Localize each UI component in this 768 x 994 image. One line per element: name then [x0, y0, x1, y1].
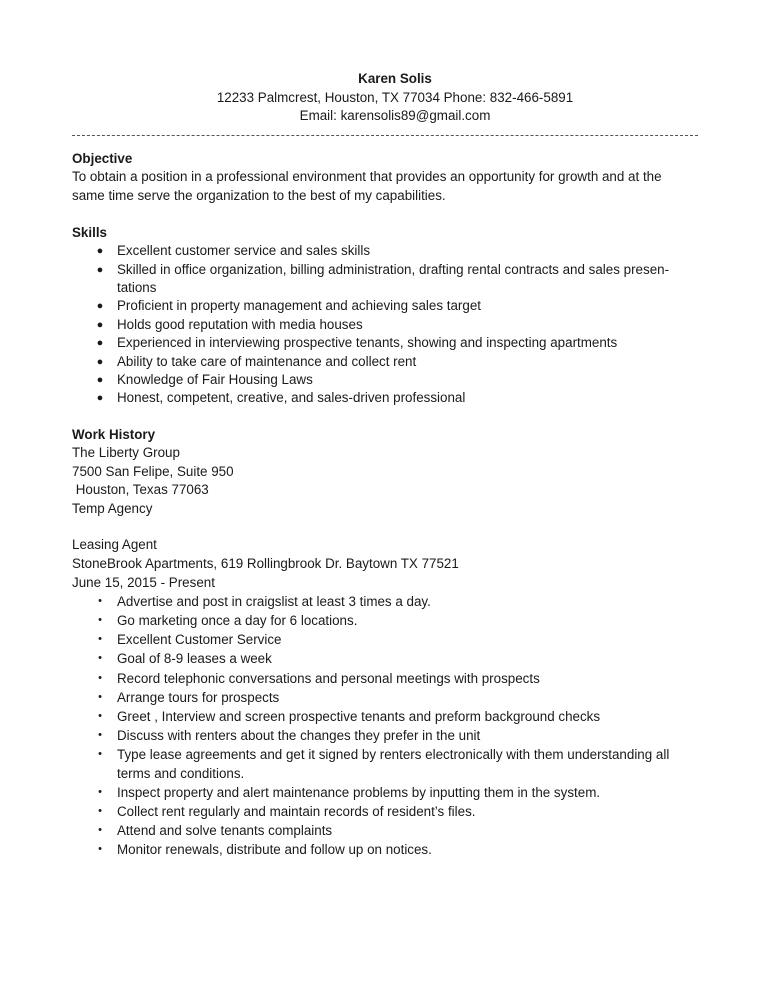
bullet-icon: ●	[96, 374, 104, 386]
bullet-icon: •	[98, 843, 102, 856]
duty-item	[72, 669, 698, 688]
bullet-icon: •	[98, 652, 102, 665]
bullet-icon: •	[98, 633, 102, 646]
objective-heading: Objective	[72, 150, 133, 166]
duty-item-text: Discuss with renters about the changes they prefer in the unit	[117, 727, 481, 743]
skills-list	[72, 242, 698, 408]
duty-item-text: Greet , Interview and screen prospective tenants and preform background checks	[117, 708, 601, 724]
duty-item	[72, 840, 698, 859]
duty-item	[72, 630, 698, 649]
duty-item-text: Type lease agreements and get it signed by renters electronically with them understanding all terms and conditions.	[117, 746, 670, 782]
skill-item-text: Experienced in interviewing prospective tenants, showing and inspecting apartments	[117, 335, 618, 351]
company-street: 7500 San Felipe, Suite 950	[72, 463, 234, 479]
bullet-icon: ●	[96, 355, 104, 368]
duty-item-text: Arrange tours for prospects	[117, 689, 280, 705]
duty-item	[72, 611, 698, 630]
duty-item	[72, 802, 698, 821]
objective-text: To obtain a position in a professional environment that provides an opportunity for growth and at the same time serve the organization to the best of my capabilities.	[72, 169, 662, 203]
company-city: Houston, Texas 77063	[72, 482, 209, 498]
duty-item-text: Excellent Customer Service	[117, 632, 282, 648]
bullet-icon: ●	[96, 300, 104, 313]
duty-item	[72, 649, 698, 668]
duty-item	[72, 726, 698, 745]
duty-item-text: Attend and solve tenants complaints	[117, 823, 333, 839]
skill-item-text: Ability to take care of maintenance and collect rent	[117, 353, 417, 369]
objective-section	[72, 150, 698, 206]
skills-section	[72, 224, 698, 408]
header-divider	[72, 135, 698, 136]
bullet-icon: •	[98, 805, 102, 818]
skill-item-text: Proficient in property management and achieving sales target	[117, 298, 481, 314]
bullet-icon: •	[98, 728, 102, 741]
bullet-icon: •	[98, 690, 102, 703]
bullet-icon: •	[98, 747, 102, 760]
skills-heading: Skills	[72, 224, 107, 240]
duty-item-text: Collect rent regularly and maintain records of resident’s files.	[117, 804, 476, 820]
skill-item-text: Knowledge of Fair Housing Laws	[117, 372, 313, 387]
address-phone-line: 12233 Palmcrest, Houston, TX 77034 Phone: 832-466-5891	[216, 89, 574, 105]
resume-page	[72, 70, 698, 860]
bullet-icon: •	[98, 786, 102, 799]
skill-item-text: Holds good reputation with media houses	[117, 316, 363, 332]
skill-item	[72, 389, 698, 407]
bullet-icon: ●	[96, 337, 104, 350]
job-title: Leasing Agent	[72, 537, 157, 553]
resume-header	[72, 70, 698, 126]
email-line: Email: karensolis89@gmail.com	[299, 108, 491, 124]
skill-item	[72, 316, 698, 334]
bullet-icon: •	[98, 595, 102, 608]
duty-item	[72, 592, 698, 611]
duties-list	[72, 592, 698, 859]
skill-item-text: Skilled in office organization, billing administration, drafting rental contracts and sales presen-tations	[117, 261, 670, 295]
bullet-icon: •	[98, 614, 102, 627]
job-section	[72, 536, 698, 859]
duty-item-text: Record telephonic conversations and personal meetings with prospects	[117, 670, 540, 686]
company-type: Temp Agency	[72, 500, 153, 516]
skill-item	[72, 353, 698, 371]
duty-item	[72, 783, 698, 802]
job-location: StoneBrook Apartments, 619 Rollingbrook Dr. Baytown TX 77521	[72, 556, 459, 571]
duty-item-text: Goal of 8-9 leases a week	[117, 651, 272, 667]
bullet-icon: •	[98, 671, 102, 684]
skill-item	[72, 242, 698, 260]
company-name: The Liberty Group	[72, 445, 180, 461]
bullet-icon: ●	[96, 392, 104, 405]
duty-item-text: Inspect property and alert maintenance problems by inputting them in the system.	[117, 785, 601, 801]
duty-item	[72, 821, 698, 840]
duty-item-text: Advertise and post in craigslist at least 3 times a day.	[117, 594, 431, 610]
duty-item	[72, 707, 698, 726]
bullet-icon: ●	[96, 245, 104, 258]
bullet-icon: ●	[96, 318, 104, 331]
bullet-icon: •	[98, 709, 102, 722]
duty-item	[72, 745, 698, 783]
skill-item-text: Excellent customer service and sales skills	[117, 243, 371, 259]
duty-item-text: Monitor renewals, distribute and follow up on notices.	[117, 842, 432, 858]
skill-item	[72, 334, 698, 352]
bullet-icon: ●	[96, 263, 104, 276]
duty-item-text: Go marketing once a day for 6 locations.	[117, 613, 358, 629]
skill-item-text: Honest, competent, creative, and sales-driven professional	[117, 390, 466, 406]
work-history-section	[72, 426, 698, 519]
skill-item	[72, 371, 698, 389]
duty-item	[72, 688, 698, 707]
work-history-heading: Work History	[72, 426, 156, 442]
skill-item	[72, 297, 698, 315]
candidate-name: Karen Solis	[358, 71, 432, 86]
skill-item	[72, 261, 698, 298]
job-dates: June 15, 2015 - Present	[72, 574, 215, 590]
bullet-icon: •	[98, 824, 102, 837]
